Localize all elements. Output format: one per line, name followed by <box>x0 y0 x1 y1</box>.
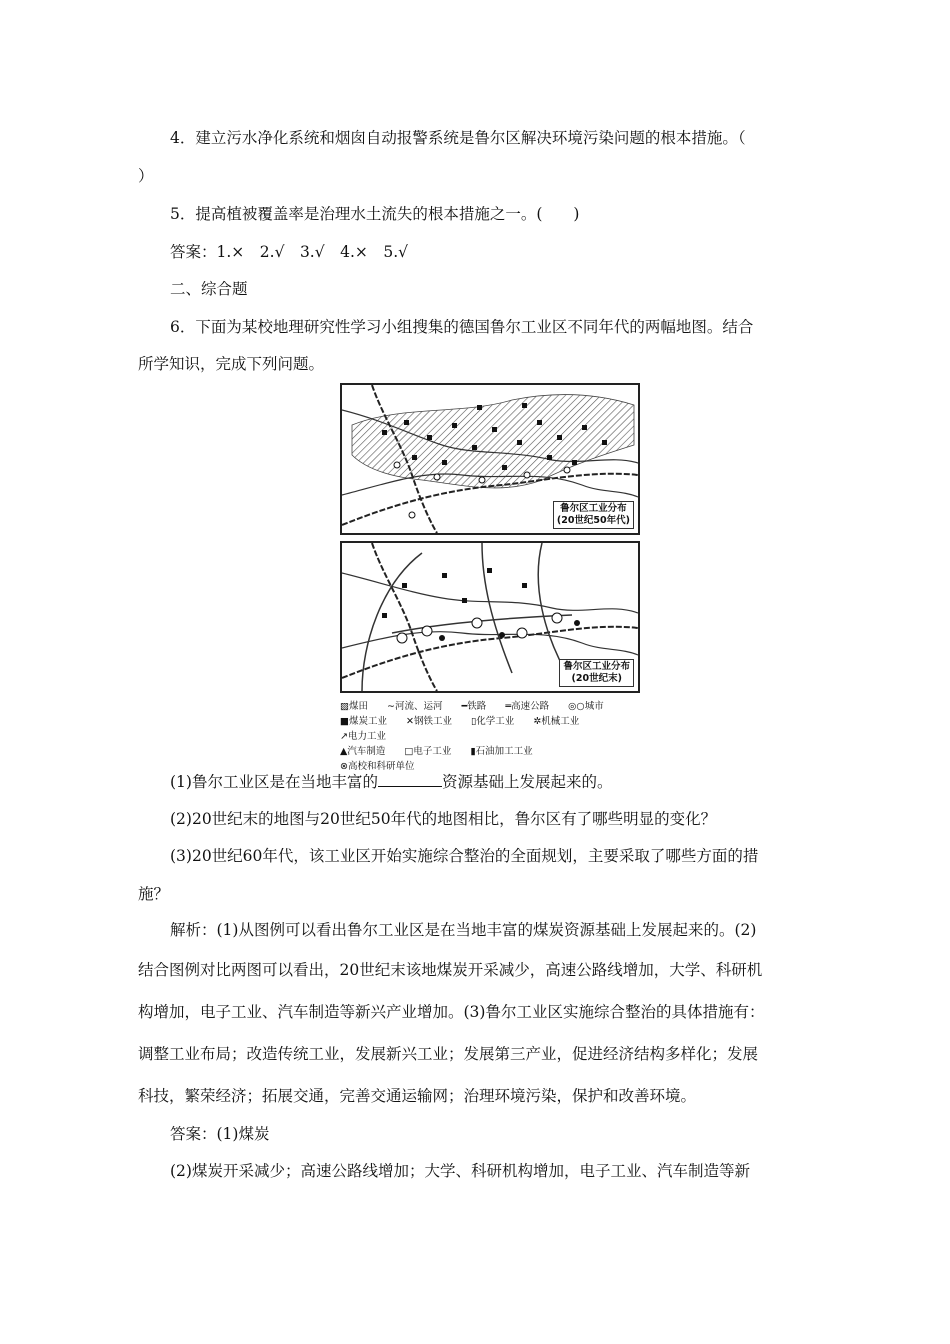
legend-city: ◎○城市 <box>568 701 604 712</box>
legend-highway: ═高速公路 <box>505 701 550 712</box>
map-1950s-caption-title: 鲁尔区工业分布 <box>560 503 627 514</box>
legend-chemical: ▯化学工业 <box>471 716 515 727</box>
q4-line-2: ） <box>138 167 154 185</box>
map-1950s-caption <box>553 501 634 529</box>
map-late-20th-caption-period: (20世纪末) <box>571 673 622 684</box>
map-1950s <box>340 383 640 535</box>
q6-sub-3-line-1: (3)20世纪60年代，该工业区开始实施综合整治的全面规划，主要采取了哪些方面的措 <box>170 847 759 865</box>
q6-sub-1 <box>170 772 612 792</box>
answers-2-line-2: (2)煤炭开采减少；高速公路线增加；大学、科研机构增加，电子工业、汽车制造等新 <box>170 1162 750 1180</box>
q6-sub-1-before: (1)鲁尔工业区是在当地丰富的 <box>170 773 378 791</box>
legend-row-2 <box>340 714 640 744</box>
section-2-title: 二、综合题 <box>170 280 248 298</box>
legend-machinery: ✲机械工业 <box>533 716 580 727</box>
legend-steel: ✕钢铁工业 <box>406 716 453 727</box>
q6-sub-3-line-2: 施？ <box>138 885 170 903</box>
ruhr-maps-figure <box>340 383 640 774</box>
legend-power: ↗电力工业 <box>340 731 386 742</box>
map-1950s-caption-period: (20世纪50年代) <box>556 515 630 526</box>
answers-1: 答案：1.× 2.√ 3.√ 4.× 5.√ <box>170 243 409 261</box>
legend-electronics: □电子工业 <box>404 746 452 757</box>
answer-blank <box>378 772 442 787</box>
analysis-line-4: 调整工业布局；改造传统工业，发展新兴工业；发展第三产业，促进经济结构多样化；发展 <box>138 1045 759 1063</box>
q6-stem-1: 6．下面为某校地理研究性学习小组搜集的德国鲁尔工业区不同年代的两幅地图。结合 <box>170 318 754 336</box>
map-late-20th-caption-title: 鲁尔区工业分布 <box>563 661 630 672</box>
legend-row-3 <box>340 744 640 774</box>
map-legend <box>340 699 640 774</box>
legend-river: ∼河流、运河 <box>387 701 443 712</box>
legend-coal: ■煤炭工业 <box>340 716 387 727</box>
q6-sub-1-after: 资源基础上发展起来的。 <box>441 773 613 791</box>
map-late-20th-caption <box>559 659 634 687</box>
legend-auto: ▲汽车制造 <box>340 746 386 757</box>
analysis-line-2: 结合图例对比两图可以看出，20世纪末该地煤炭开采减少，高速公路线增加，大学、科研机 <box>138 961 763 979</box>
legend-university: ⊗高校和科研单位 <box>340 761 415 772</box>
legend-railway: ━铁路 <box>461 701 487 712</box>
answers-2-line-1: 答案：(1)煤炭 <box>170 1125 270 1143</box>
analysis-line-5: 科技，繁荣经济；拓展交通，完善交通运输网；治理环境污染，保护和改善环境。 <box>138 1087 697 1105</box>
legend-petro: ▮石油加工工业 <box>470 746 533 757</box>
analysis-line-3: 构增加，电子工业、汽车制造等新兴产业增加。(3)鲁尔工业区实施综合整治的具体措施有： <box>138 1003 765 1021</box>
legend-coalfield: ▨煤田 <box>340 701 368 712</box>
analysis-line-1: 解析：(1)从图例可以看出鲁尔工业区是在当地丰富的煤炭资源基础上发展起来的。(2) <box>170 921 757 939</box>
legend-row-1 <box>340 699 640 714</box>
q5-line: 5．提高植被覆盖率是治理水土流失的根本措施之一。( ) <box>170 205 580 223</box>
map-late-20th <box>340 541 640 693</box>
q4-line-1: 4．建立污水净化系统和烟囱自动报警系统是鲁尔区解决环境污染问题的根本措施。（ <box>170 129 746 147</box>
q6-sub-2: (2)20世纪末的地图与20世纪50年代的地图相比，鲁尔区有了哪些明显的变化？ <box>170 810 717 828</box>
q6-stem-2: 所学知识，完成下列问题。 <box>138 355 325 373</box>
